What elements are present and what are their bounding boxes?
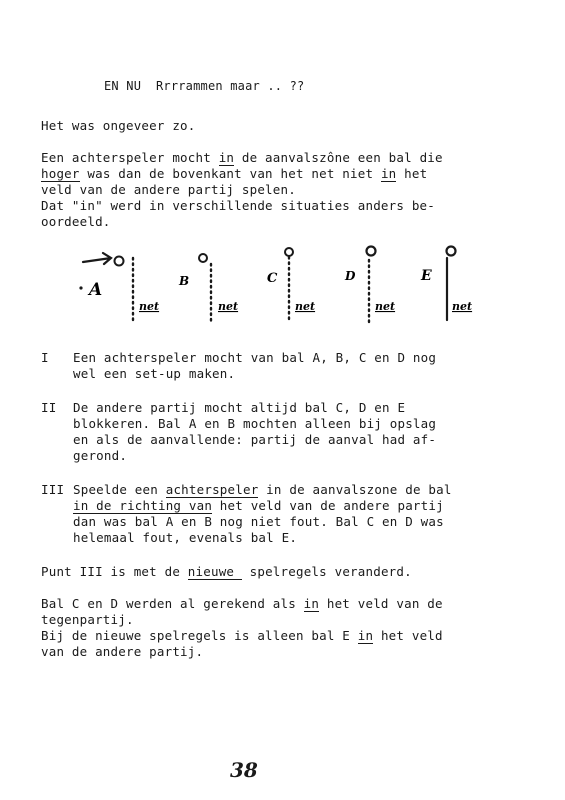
dot-marker <box>79 286 82 289</box>
ball-label-c: C <box>267 271 278 286</box>
para1-line4: Dat "in" werd in verschillende situaties anders be- <box>41 198 436 213</box>
punt-line <box>41 564 412 580</box>
item2-line4: gerond. <box>73 448 128 463</box>
closing-line3 <box>41 628 443 644</box>
item1-number: I <box>41 350 49 365</box>
page-number: 38 <box>230 758 258 782</box>
ball-a-icon <box>115 257 124 266</box>
item3-line3: dan was bal A en B nog niet fout. Bal C en D was <box>73 514 444 529</box>
item3-line2 <box>73 498 444 514</box>
para1-line1 <box>41 150 443 166</box>
text: het <box>396 166 428 181</box>
text: het veld van de <box>319 596 443 611</box>
item2-line3: en als de aanvallende: partij de aanval had af- <box>73 432 437 447</box>
underlined-text: hoger <box>41 166 80 181</box>
text: het veld <box>373 628 443 643</box>
underlined-text: nieuwe <box>187 564 242 579</box>
item3-line1: Speelde een achterspeler in de aanvalszone de bal <box>73 482 452 497</box>
closing-line2: tegenpartij. <box>41 612 134 627</box>
underlined-text: in de richting van <box>73 498 213 513</box>
underlined-text: in <box>380 166 397 181</box>
text: Bal C en D werden al gerekend als <box>41 596 304 611</box>
ball-label-b: B <box>179 274 190 288</box>
ball-net-diagram <box>75 240 495 335</box>
para1-line3: veld van de andere partij spelen. <box>41 182 296 197</box>
ball-label-d: D <box>345 269 356 283</box>
closing-line1 <box>41 596 443 612</box>
net-label-3: net <box>295 300 316 313</box>
text: Bij de nieuwe spelregels is alleen bal E <box>41 628 358 643</box>
ball-d-icon <box>367 247 376 256</box>
item2-line2: blokkeren. Bal A en B mochten alleen bij opslag <box>73 416 437 431</box>
para1-line2 <box>41 166 427 182</box>
ball-label-e: E <box>421 268 432 284</box>
item2-line1: De andere partij mocht altijd bal C, D en E <box>73 400 406 415</box>
net-label-4: net <box>375 300 396 313</box>
ball-c-icon <box>285 248 293 256</box>
underlined-text: in <box>357 628 374 643</box>
net-label-2: net <box>218 300 239 313</box>
text: het veld van de andere partij <box>212 498 444 513</box>
ball-label-a: A <box>89 280 103 300</box>
item1-line1: Een achterspeler mocht van bal A, B, C en D nog <box>73 350 437 365</box>
underlined-text: in <box>218 150 235 165</box>
text: de aanvalszône een bal die <box>234 150 443 165</box>
ball-b-icon <box>199 254 207 262</box>
text: spelregels veranderd. <box>241 564 412 579</box>
net-label-1: net <box>139 300 160 313</box>
closing-line4: van de andere partij. <box>41 644 204 659</box>
item3-number: III <box>41 482 65 497</box>
arrow-icon <box>83 253 111 264</box>
underlined-text: in <box>303 596 320 611</box>
net-label-5: net <box>452 300 473 313</box>
para1-line5: oordeeld. <box>41 214 111 229</box>
item2-number: II <box>41 400 57 415</box>
item3-line4: helemaal fout, evenals bal E. <box>73 530 298 545</box>
underlined-text: achterspeler <box>165 482 259 497</box>
text: Punt III is met de <box>41 564 188 579</box>
text: Een achterspeler mocht <box>41 150 219 165</box>
ball-e-icon <box>447 247 456 256</box>
text: was dan de bovenkant van het net niet <box>79 166 381 181</box>
intro-text: Het was ongeveer zo. <box>41 118 196 133</box>
item1-line2: wel een set-up maken. <box>73 366 236 381</box>
page-title: EN NU Rrrrammen maar .. ?? <box>104 79 305 93</box>
